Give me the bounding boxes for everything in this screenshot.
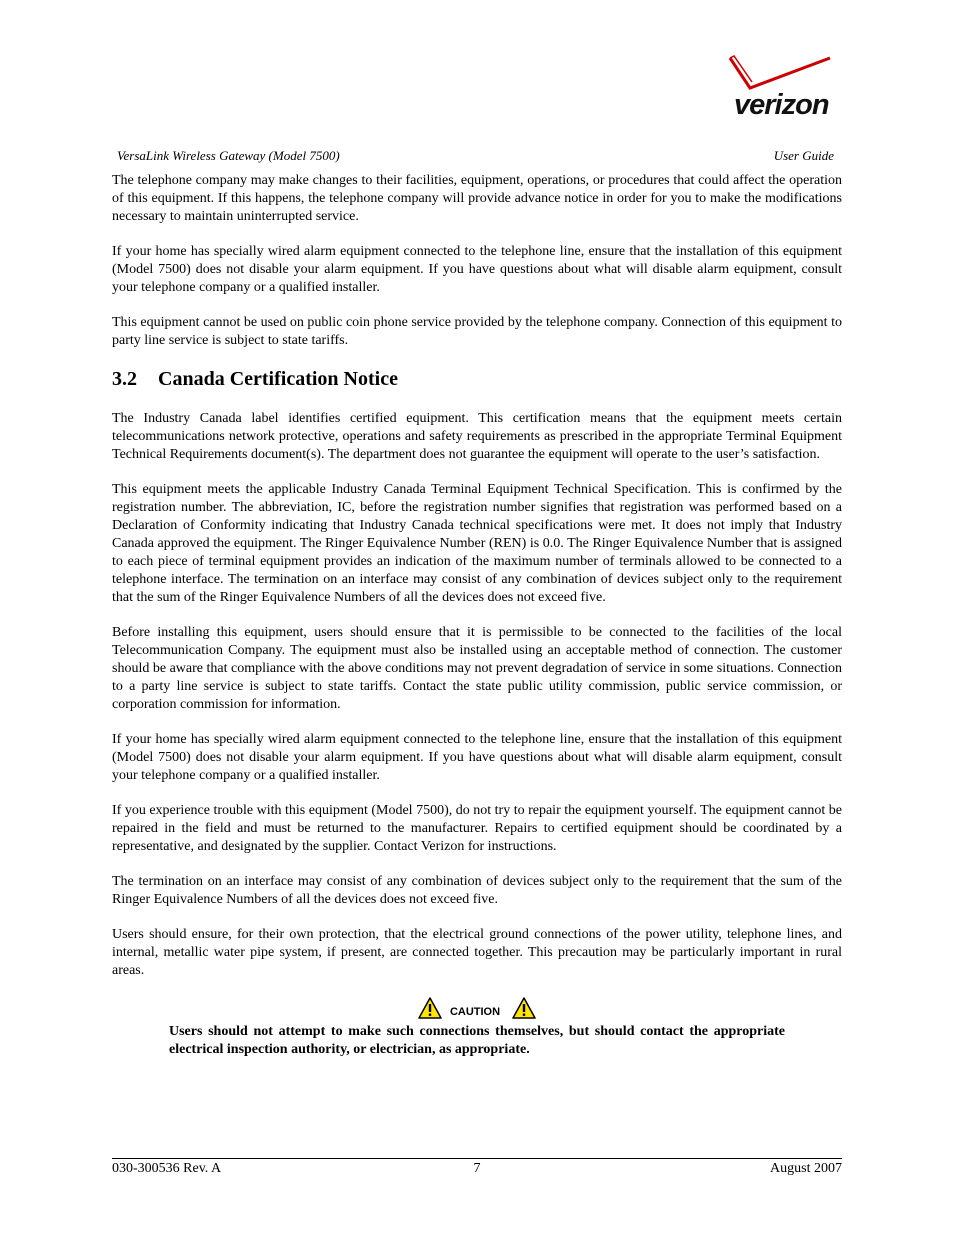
body-paragraph: If your home has specially wired alarm equipment connected to the telephone line, ensure that the installation of this equipment (Model 7500) does not disable your alarm equipment. If you have questions about what will disable alarm equipment, consult your telephone company or a qualified installer. [112,244,842,295]
verizon-logo [726,52,838,122]
body-paragraph: If your home has specially wired alarm equipment connected to the telephone line, ensure that the installation of this equipment (Model 7500) does not disable your alarm equipment. If you have questions about what will disable alarm equipment, consult your telephone company or a qualified installer. [112,732,842,783]
footer-date: August 2007 [770,1161,842,1176]
header-doc-type: User Guide [773,148,834,163]
body-paragraph: Users should ensure, for their own protection, that the electrical ground connections of the power utility, telephone lines, and internal, metallic water pipe system, if present, are connected together. This precaution may be particularly important in rural areas. [112,927,842,978]
body-paragraph: The telephone company may make changes to their facilities, equipment, operations, or procedures that could affect the operation of this equipment. If this happens, the telephone company will provide advance notice in order for you to make the modifications necessary to maintain uninterrupted service. [112,173,842,224]
section-heading [112,367,842,391]
section-title: Canada Certification Notice [158,368,398,390]
caution-text: Users should not attempt to make such connections themselves, but should contact the appropriate electrical inspection authority, or electrician, as appropriate. [169,1024,785,1057]
section-number: 3.2 [112,368,137,390]
verizon-logo-icon [726,52,838,122]
footer-page-number: 7 [473,1161,481,1176]
body-paragraph: This equipment meets the applicable Industry Canada Terminal Equipment Technical Specification. This is confirmed by the registration number. The abbreviation, IC, before the registration number signifies that registration was performed based on a Declaration of Conformity indicating that Industry Canada technical specifications were met. It does not imply that Industry Canada approved the equipment. The Ringer Equivalence Number (REN) is 0.0. The Ringer Equivalence Number that is assigned to each piece of terminal equipment provides an indication of the maximum number of terminals allowed to be connected to a telephone interface. The termination on an interface may consist of any combination of devices subject only to the requirement that the sum of the Ringer Equivalence Numbers of all the devices does not exceed five. [112,482,842,605]
logo-wordmark: verizon [734,89,829,121]
body-paragraph: Before installing this equipment, users should ensure that it is permissible to be connected to the facilities of the local Telecommunication Company. The equipment must also be installed using an acceptable method of connection. The customer should be aware that compliance with the above conditions may not prevent degradation of service in some situations. Connection to a party line service is subject to state tariffs. Contact the state public utility commission, public service commission, or corporation commission for information. [112,625,842,712]
warning-triangle-icon [418,997,442,1019]
caution-banner [112,997,842,1021]
body-paragraph: If you experience trouble with this equipment (Model 7500), do not try to repair the equipment yourself. The equipment cannot be repaired in the field and must be returned to the manufacturer. Repairs to certified equipment should be coordinated by a representative, and designated by the supplier. Contact Verizon for instructions. [112,803,842,854]
body-paragraph: The Industry Canada label identifies certified equipment. This certification means that the equipment meets certain telecommunications network protective, operations and safety requirements as prescribed in the appropriate Terminal Equipment Technical Requirements document(s). The department does not guarantee the equipment will operate to the user’s satisfaction. [112,411,842,462]
page-body [112,172,842,1059]
body-paragraph: This equipment cannot be used on public coin phone service provided by the telephone company. Connection of this equipment to party line service is subject to state tariffs. [112,315,842,348]
footer-doc-number: 030-300536 Rev. A [112,1161,222,1176]
body-paragraph: The termination on an interface may consist of any combination of devices subject only to the requirement that the sum of the Ringer Equivalence Numbers of all the devices does not exceed five. [112,874,842,907]
header-title: VersaLink Wireless Gateway (Model 7500) [117,148,340,163]
warning-triangle-icon [512,997,536,1019]
footer-divider [112,1158,842,1159]
caution-label: CAUTION [449,1006,501,1018]
